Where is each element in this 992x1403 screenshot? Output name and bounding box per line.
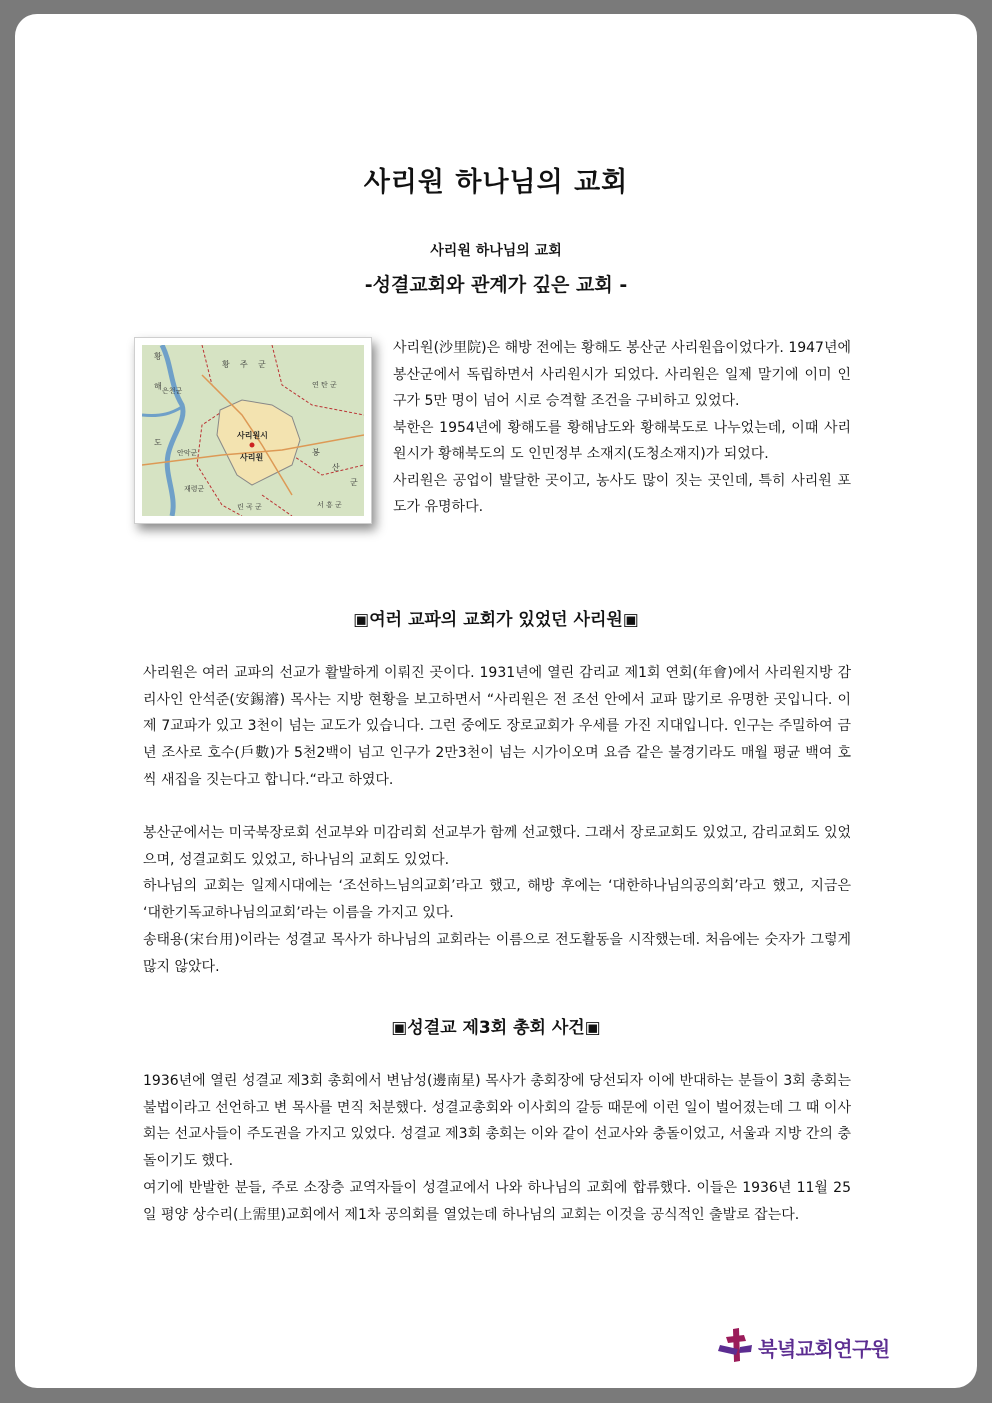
paragraph: 사리원(沙里院)은 해방 전에는 황해도 봉산군 사리원읍이었다가. 1947년에 봉산군에서 독립하면서 사리원시가 되었다. 사리원은 일제 말기에 이미 인구가 5만 명이 넘어 시로 승격할 조건을 구비하고 있었다. (393, 340, 851, 409)
map-city-marker (250, 443, 255, 448)
map-label: 안악군 (177, 449, 198, 457)
paragraph: 사리원은 공업이 발달한 곳이고, 농사도 많이 짓는 곳인데, 특히 사리원 포도가 유명하다. (393, 472, 851, 515)
section-body (143, 820, 851, 980)
map-label: 봉 (312, 448, 320, 457)
paragraph: 봉산군에서는 미국북장로회 선교부와 미감리회 선교부가 함께 선교했다. 그래서 장로교회도 있었고, 감리교회도 있었으며, 성결교회도 있었고, 하나님의 교회도 있었다. (143, 825, 851, 868)
section-heading: ▣여러 교파의 교회가 있었던 사리원▣ (353, 610, 639, 630)
map-label: 연 탄 군 (312, 381, 337, 389)
paragraph: 북한은 1954년에 황해도를 황해남도와 황해북도로 나누었는데, 이때 사리원시가 황해북도의 도 인민정부 소재지(도청소재지)가 되었다. (393, 419, 851, 462)
map-image (134, 337, 372, 524)
map-label: 해 (154, 382, 162, 391)
subtitle-tagline: -성결교회와 관계가 깊은 교회 - (364, 274, 628, 296)
map-label: 도 (154, 438, 162, 447)
map-label: 린 곡 군 (237, 503, 262, 511)
section-heading: ▣성결교 제3회 총회 사건▣ (391, 1018, 601, 1038)
logo-text: 북녘교회연구원 (758, 1337, 890, 1361)
map-label: 사리원 (240, 453, 264, 462)
map-label: 재령군 (184, 485, 205, 493)
paragraph: 사리원은 여러 교파의 선교가 활발하게 이뤄진 곳이다. 1931년에 열린 감리교 제1회 연회(年會)에서 사리원지방 감리사인 안석준(安錫濬) 목사는 지방 현황을 보고하면서 “사리원은 전 조선 안에서 교파 많기로 유명한 곳입니다. 이제 7교파가 있고 3천이 넘는 교도가 있습니다. 그런 중에도 장로교회가 우세를 가진 지대입니다. 인구는 주밀하여 금년 조사로 호수(戶數)가 5천2백이 넘고 인구가 2만3천이 넘는 시가이오며 요즘 같은 불경기라도 매월 평균 백여 호씩 새집을 짓는다고 합니다.“라고 하였다. (143, 665, 851, 788)
map-label: 은천군 (162, 387, 183, 395)
page-title: 사리원 하나님의 교회 (363, 167, 629, 198)
map-label: 황 (222, 360, 230, 369)
subtitle: 사리원 하나님의 교회 (430, 243, 562, 259)
section-body (143, 660, 851, 794)
map-label: 군 (350, 478, 358, 487)
logo (716, 1325, 936, 1365)
map-label: 황 (154, 352, 162, 361)
paragraph: 송태용(宋台用)이라는 성결교 목사가 하나님의 교회라는 이름으로 전도활동을 시작했는데. 처음에는 숫자가 그렇게 많지 않았다. (143, 931, 851, 975)
intro-text (393, 335, 851, 521)
map-label: 주 (240, 360, 248, 369)
section-body (143, 1068, 851, 1228)
paragraph: 하나님의 교회는 일제시대에는 ‘조선하느님의교회’라고 했고, 해방 후에는 ‘대한하나님의공의회’라고 했고, 지금은 ‘대한기독교하나님의교회’라는 이름을 가지고 있다. (143, 878, 851, 922)
sariwon-map (142, 345, 364, 516)
map-label: 사리원시 (237, 431, 268, 440)
paragraph: 여기에 반발한 분들, 주로 소장층 교역자들이 성결교에서 나와 하나님의 교회에 합류했다. 이들은 1936년 11월 25일 평양 상수리(上需里)교회에서 제1차 공의회를 열었는데 하나님의 교회는 이것을 공식적인 출발로 잡는다. (143, 1179, 851, 1223)
paragraph: 1936년에 열린 성결교 제3회 총회에서 변남성(邊南星) 목사가 총회장에 당선되자 이에 반대하는 분들이 3회 총회는 불법이라고 선언하고 변 목사를 면직 처분했다. 성결교총회와 이사회의 갈등 때문에 이런 일이 벌어졌는데 그 때 이사회는 선교사들이 주도권을 가지고 있었다. 성결교 제3회 총회는 이와 같이 선교사와 충돌이었고, 서울과 지방 간의 충돌이기도 했다. (143, 1073, 851, 1170)
map-label: 서 흥 군 (317, 501, 342, 509)
map-label: 산 (332, 463, 340, 472)
map-label: 군 (258, 360, 266, 369)
cross-logo-icon (716, 1325, 756, 1365)
